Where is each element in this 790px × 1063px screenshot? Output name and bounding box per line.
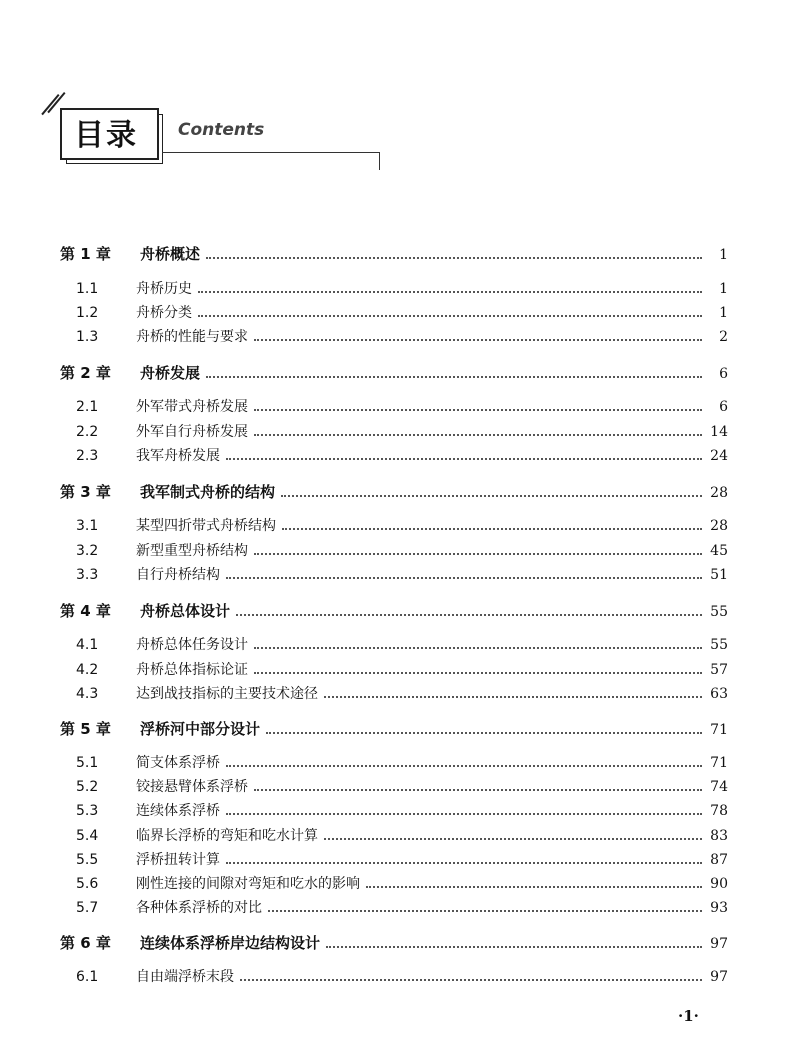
entry-title: 简支体系浮桥 xyxy=(136,755,220,771)
toc-section-entry[interactable] xyxy=(60,326,728,346)
entry-page-number: 45 xyxy=(710,543,728,559)
entry-number: 5.3 xyxy=(76,803,99,819)
entry-title: 舟桥发展 xyxy=(140,364,201,382)
entry-page-number: 71 xyxy=(710,755,728,771)
dot-leader xyxy=(254,409,702,411)
toc-section-entry[interactable] xyxy=(60,683,728,703)
dot-leader xyxy=(281,495,702,497)
dot-leader xyxy=(266,732,702,734)
entry-page-number: 6 xyxy=(719,399,728,415)
entry-title: 各种体系浮桥的对比 xyxy=(136,900,262,916)
entry-page-number: 71 xyxy=(710,722,728,738)
entry-number: 2.3 xyxy=(76,448,99,464)
entry-title: 达到战技指标的主要技术途径 xyxy=(136,686,318,702)
toc-section-entry[interactable] xyxy=(60,659,728,679)
dot-leader xyxy=(282,528,702,530)
entry-page-number: 87 xyxy=(710,852,728,868)
entry-page-number: 51 xyxy=(710,567,728,583)
dot-leader xyxy=(268,910,702,912)
entry-page-number: 74 xyxy=(710,779,728,795)
entry-title: 舟桥概述 xyxy=(140,245,201,263)
entry-number: 1.1 xyxy=(76,281,99,297)
dot-leader xyxy=(324,838,702,840)
toc-chapter-entry[interactable] xyxy=(60,481,728,502)
toc-chapter-entry[interactable] xyxy=(60,600,728,621)
entry-number: 3.3 xyxy=(76,567,99,583)
entry-page-number: 6 xyxy=(719,366,728,382)
toc-chapter-entry[interactable] xyxy=(60,718,728,739)
entry-number: 4.1 xyxy=(76,637,99,653)
toc-section-entry[interactable] xyxy=(60,776,728,796)
dot-leader xyxy=(226,577,702,579)
header-rule-tick xyxy=(379,152,380,170)
entry-title: 舟桥总体指标论证 xyxy=(136,662,248,678)
entry-page-number: 93 xyxy=(710,900,728,916)
toc-section-entry[interactable] xyxy=(60,540,728,560)
dot-leader xyxy=(226,765,702,767)
dot-leader xyxy=(240,979,702,981)
toc-section-entry[interactable] xyxy=(60,873,728,893)
entry-number: 2.2 xyxy=(76,424,99,440)
entry-number: 第 4 章 xyxy=(60,602,111,620)
entry-page-number: 55 xyxy=(710,637,728,653)
entry-number: 1.2 xyxy=(76,305,99,321)
entry-number: 第 3 章 xyxy=(60,483,111,501)
entry-page-number: 63 xyxy=(710,686,728,702)
entry-page-number: 55 xyxy=(710,604,728,620)
entry-title: 新型重型舟桥结构 xyxy=(136,543,248,559)
entry-number: 1.3 xyxy=(76,329,99,345)
toc-section-entry[interactable] xyxy=(60,849,728,869)
entry-title: 刚性连接的间隙对弯矩和吃水的影响 xyxy=(136,876,360,892)
entry-number: 6.1 xyxy=(76,969,99,985)
toc-chapter-entry[interactable] xyxy=(60,243,728,264)
dot-leader xyxy=(226,862,702,864)
entry-page-number: 78 xyxy=(710,803,728,819)
entry-page-number: 1 xyxy=(719,281,728,297)
dot-leader xyxy=(236,614,702,616)
dot-leader xyxy=(366,886,702,888)
dot-leader xyxy=(254,434,702,436)
entry-page-number: 1 xyxy=(719,305,728,321)
entry-title: 某型四折带式舟桥结构 xyxy=(136,518,276,534)
toc-section-entry[interactable] xyxy=(60,825,728,845)
dot-leader xyxy=(254,789,702,791)
entry-number: 5.5 xyxy=(76,852,99,868)
entry-number: 5.2 xyxy=(76,779,99,795)
entry-title: 外军带式舟桥发展 xyxy=(136,399,248,415)
toc-section-entry[interactable] xyxy=(60,564,728,584)
toc-section-entry[interactable] xyxy=(60,421,728,441)
toc-header xyxy=(50,92,390,182)
dot-leader xyxy=(198,291,702,293)
entry-number: 3.2 xyxy=(76,543,99,559)
entry-title: 浮桥扭转计算 xyxy=(136,852,220,868)
toc-section-entry[interactable] xyxy=(60,800,728,820)
toc-section-entry[interactable] xyxy=(60,302,728,322)
dot-leader xyxy=(254,553,702,555)
entry-title: 连续体系浮桥 xyxy=(136,803,220,819)
entry-number: 第 2 章 xyxy=(60,364,111,382)
entry-number: 4.2 xyxy=(76,662,99,678)
toc-section-entry[interactable] xyxy=(60,966,728,986)
entry-number: 5.6 xyxy=(76,876,99,892)
entry-page-number: 83 xyxy=(710,828,728,844)
entry-number: 第 5 章 xyxy=(60,720,111,738)
entry-title: 舟桥总体设计 xyxy=(140,602,231,620)
entry-page-number: 2 xyxy=(719,329,728,345)
dot-leader xyxy=(226,813,702,815)
entry-page-number: 97 xyxy=(710,969,728,985)
entry-page-number: 28 xyxy=(710,518,728,534)
entry-number: 5.1 xyxy=(76,755,99,771)
entry-number: 5.4 xyxy=(76,828,99,844)
dot-leader xyxy=(206,376,702,378)
entry-title: 临界长浮桥的弯矩和吃水计算 xyxy=(136,828,318,844)
toc-chapter-entry[interactable] xyxy=(60,362,728,383)
toc-section-entry[interactable] xyxy=(60,445,728,465)
entry-title: 自由端浮桥末段 xyxy=(136,969,234,985)
entry-page-number: 90 xyxy=(710,876,728,892)
dot-leader xyxy=(254,339,702,341)
dot-leader xyxy=(254,672,702,674)
entry-page-number: 57 xyxy=(710,662,728,678)
entry-title: 外军自行舟桥发展 xyxy=(136,424,248,440)
page-subtitle: Contents xyxy=(178,120,265,140)
entry-title: 舟桥历史 xyxy=(136,281,192,297)
entry-page-number: 97 xyxy=(710,936,728,952)
decorative-slash xyxy=(41,94,59,115)
page-title: 目录 xyxy=(74,118,138,153)
entry-page-number: 28 xyxy=(710,485,728,501)
toc-section-entry[interactable] xyxy=(60,396,728,416)
entry-number: 4.3 xyxy=(76,686,99,702)
entry-number: 第 1 章 xyxy=(60,245,111,263)
entry-title: 舟桥总体任务设计 xyxy=(136,637,248,653)
page-number: ·1· xyxy=(678,1007,699,1025)
entry-title: 自行舟桥结构 xyxy=(136,567,220,583)
entry-title: 我军舟桥发展 xyxy=(136,448,220,464)
entry-title: 铰接悬臂体系浮桥 xyxy=(136,779,248,795)
entry-number: 第 6 章 xyxy=(60,934,111,952)
entry-number: 5.7 xyxy=(76,900,99,916)
toc-section-entry[interactable] xyxy=(60,752,728,772)
dot-leader xyxy=(226,458,702,460)
entry-title: 舟桥分类 xyxy=(136,305,192,321)
dot-leader xyxy=(324,696,702,698)
entry-number: 3.1 xyxy=(76,518,99,534)
entry-title: 舟桥的性能与要求 xyxy=(136,329,248,345)
entry-page-number: 14 xyxy=(710,424,728,440)
toc-chapter-entry[interactable] xyxy=(60,932,728,953)
entry-page-number: 1 xyxy=(719,247,728,263)
entry-number: 2.1 xyxy=(76,399,99,415)
entry-title: 连续体系浮桥岸边结构设计 xyxy=(140,934,321,952)
toc-section-entry[interactable] xyxy=(60,634,728,654)
entry-title: 浮桥河中部分设计 xyxy=(140,720,261,738)
dot-leader xyxy=(198,315,702,317)
header-rule xyxy=(162,152,380,153)
dot-leader xyxy=(326,946,702,948)
entry-title: 我军制式舟桥的结构 xyxy=(140,483,276,501)
entry-page-number: 24 xyxy=(710,448,728,464)
toc-section-entry[interactable] xyxy=(60,897,728,917)
dot-leader xyxy=(254,647,702,649)
toc-section-entry[interactable] xyxy=(60,278,728,298)
dot-leader xyxy=(206,257,702,259)
toc-section-entry[interactable] xyxy=(60,515,728,535)
